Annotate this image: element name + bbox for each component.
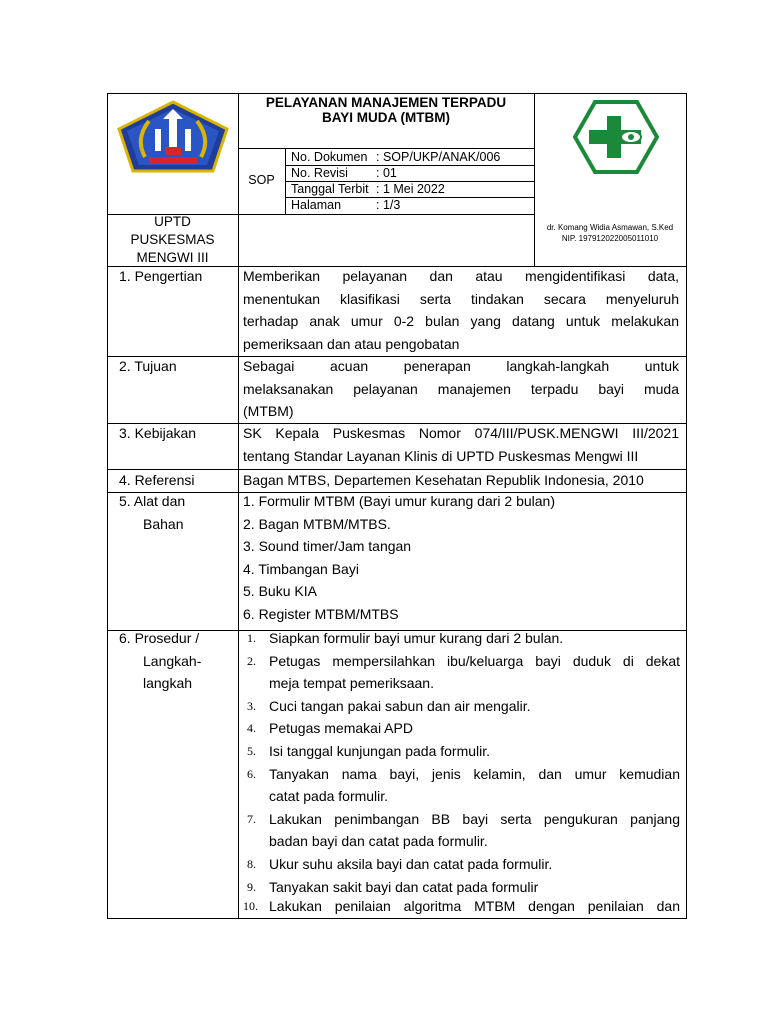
section-label-referensi: 4. Referensi bbox=[119, 472, 195, 488]
title-line-2: BAYI MUDA (MTBM) bbox=[322, 110, 450, 125]
step-line: Ukur suhu aksila bayi dan catat pada formulir. bbox=[269, 856, 553, 872]
org-line-2: PUSKESMAS bbox=[130, 232, 215, 247]
alat-item: 1. Formulir MTBM (Bayi umur kurang dari 2 bulan) bbox=[243, 493, 555, 509]
step-number: 1. bbox=[247, 631, 256, 645]
step-line: Isi tanggal kunjungan pada formulir. bbox=[269, 743, 491, 759]
signer-nip: NIP. 197912022005011010 bbox=[561, 234, 659, 243]
pengertian-line: pemeriksaan dan atau pengobatan bbox=[243, 335, 460, 352]
step-line: Siapkan formulir bayi umur kurang dari 2 bulan. bbox=[269, 630, 564, 646]
page-label: Halaman bbox=[291, 198, 342, 212]
step-number: 8. bbox=[247, 857, 256, 871]
page-value: : 1/3 bbox=[376, 198, 401, 212]
border bbox=[238, 148, 534, 149]
step-number: 2. bbox=[247, 653, 256, 668]
alat-item: 4. Timbangan Bayi bbox=[243, 560, 359, 577]
step-number: 3. bbox=[247, 698, 256, 713]
step-line: catat pada formulir. bbox=[269, 788, 389, 805]
section-label-prosedur-cont: langkah bbox=[143, 675, 193, 692]
sop-label: SOP bbox=[248, 173, 275, 187]
step-number: 6. bbox=[247, 766, 256, 781]
alat-item: 5. Buku KIA bbox=[243, 583, 317, 600]
step-line: Lakukan penilaian algoritma MTBM dengan penilaian dan bbox=[269, 898, 680, 915]
border bbox=[686, 93, 687, 919]
tujuan-line: Sebagai acuan penerapan langkah-langkah untuk bbox=[243, 358, 679, 374]
doc-number-label: No. Dokumen bbox=[291, 150, 368, 164]
step-number: 4. bbox=[247, 721, 256, 736]
kebijakan-line: SK Kepala Puskesmas Nomor 074/III/PUSK.MENGWI III/2021 bbox=[243, 425, 679, 441]
revision-value: : 01 bbox=[376, 166, 397, 180]
tujuan-line: (MTBM) bbox=[243, 403, 294, 420]
signer-name: dr. Komang Widia Asmawan, S.Ked bbox=[546, 223, 674, 232]
step-number: 9. bbox=[247, 879, 256, 894]
kebijakan-line: tentang Standar Layanan Klinis di UPTD Puskesmas Mengwi III bbox=[243, 447, 639, 464]
org-line-1: UPTD bbox=[154, 214, 191, 229]
puskesmas-logo-icon bbox=[573, 100, 659, 174]
step-line: Petugas mempersilahkan ibu/keluarga bayi duduk di dekat bbox=[269, 652, 680, 669]
section-label-alat: 5. Alat dan bbox=[119, 493, 186, 509]
title-line-1: PELAYANAN MANAJEMEN TERPADU bbox=[265, 95, 507, 110]
step-line: Tanyakan sakit bayi dan catat pada formulir bbox=[269, 878, 539, 895]
issue-date-value: : 1 Mei 2022 bbox=[376, 182, 445, 196]
alat-item: 6. Register MTBM/MTBS bbox=[243, 606, 399, 622]
badung-regency-emblem-icon bbox=[115, 99, 231, 179]
alat-item: 2. Bagan MTBM/MTBS. bbox=[243, 515, 391, 532]
border bbox=[107, 918, 687, 919]
border bbox=[238, 93, 239, 919]
section-label-tujuan: 2. Tujuan bbox=[119, 358, 177, 374]
border bbox=[238, 214, 534, 215]
section-label-pengertian: 1. Pengertian bbox=[119, 268, 203, 284]
pengertian-line: menentukan klasifikasi serta tindakan secara menyeluruh bbox=[243, 290, 679, 307]
section-label-prosedur: 6. Prosedur / bbox=[119, 630, 200, 646]
doc-number-value: : SOP/UKP/ANAK/006 bbox=[376, 150, 501, 164]
revision-label: No. Revisi bbox=[291, 166, 348, 180]
step-number: 10. bbox=[243, 899, 258, 914]
issue-date-label: Tanggal Terbit bbox=[291, 182, 369, 196]
step-line: Lakukan penimbangan BB bayi serta pengukuran panjang bbox=[269, 810, 680, 827]
step-number: 7. bbox=[247, 811, 256, 826]
pengertian-line: terhadap anak umur 0-2 bulan yang datang untuk melakukan bbox=[243, 313, 679, 330]
step-line: Tanyakan nama bayi, jenis kelamin, dan umur kemudian bbox=[269, 765, 680, 782]
alat-item: 3. Sound timer/Jam tangan bbox=[243, 538, 412, 555]
border bbox=[107, 93, 687, 94]
pengertian-line: Memberikan pelayanan dan atau mengidentifikasi data, bbox=[243, 268, 679, 284]
section-label-alat-cont: Bahan bbox=[143, 515, 184, 532]
section-label-kebijakan: 3. Kebijakan bbox=[119, 425, 197, 441]
tujuan-line: melaksanakan pelayanan manajemen terpadu bayi muda bbox=[243, 380, 679, 397]
sop-document bbox=[107, 93, 687, 918]
step-line: meja tempat pemeriksaan. bbox=[269, 675, 434, 692]
section-label-prosedur-cont: Langkah- bbox=[143, 652, 202, 669]
step-line: badan bayi dan catat pada formulir. bbox=[269, 833, 488, 850]
org-line-3: MENGWI III bbox=[136, 250, 209, 265]
step-number: 5. bbox=[247, 744, 256, 758]
referensi-text: Bagan MTBS, Departemen Kesehatan Republik Indonesia, 2010 bbox=[243, 472, 644, 488]
step-line: Cuci tangan pakai sabun dan air mengalir. bbox=[269, 697, 531, 714]
step-line: Petugas memakai APD bbox=[269, 720, 413, 737]
